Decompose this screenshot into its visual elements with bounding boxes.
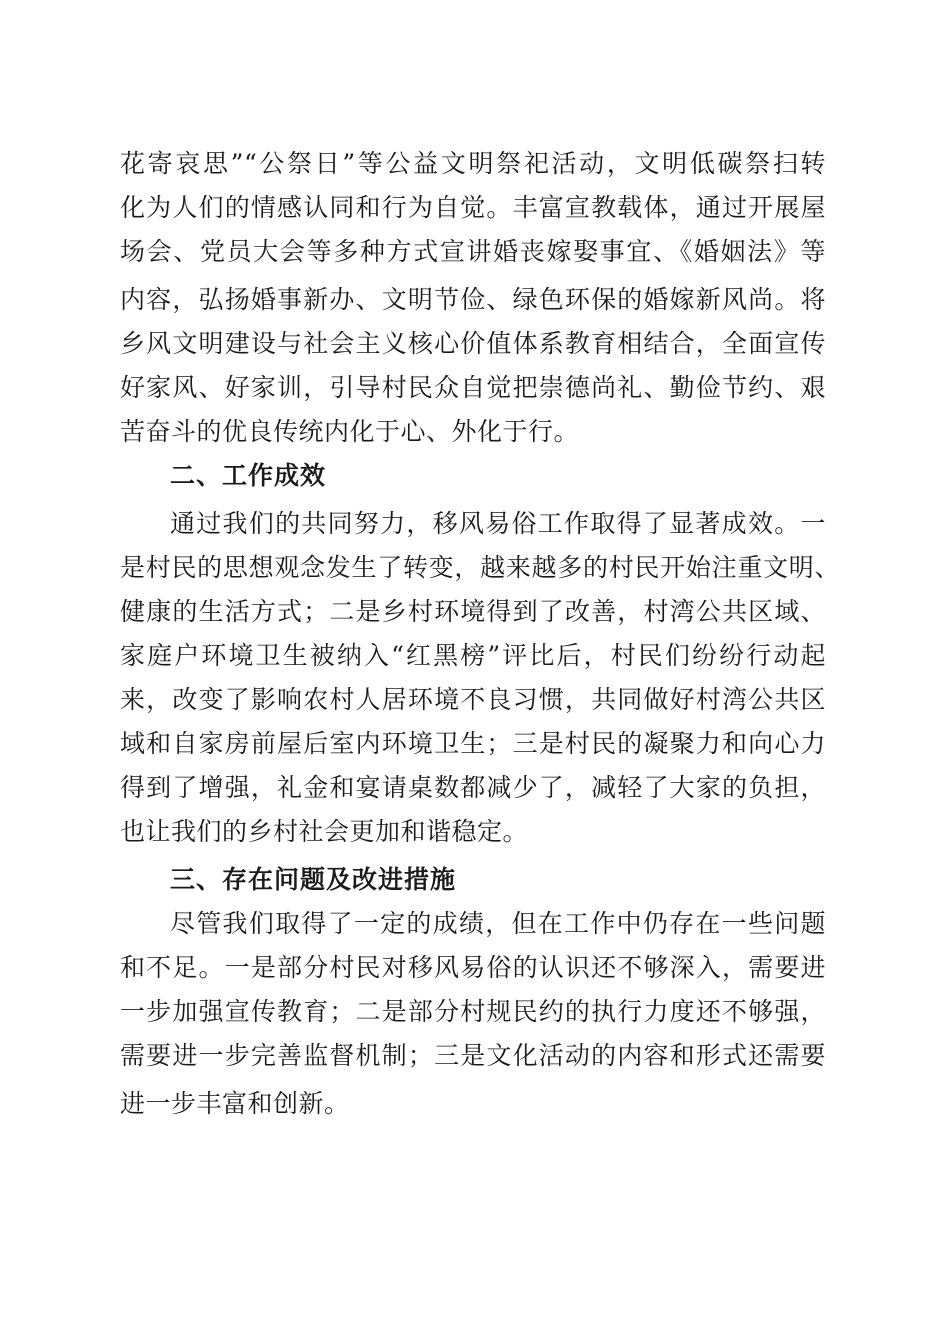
section-2-line: 域和自家房前屋后室内环境卫生；三是村民的凝聚力和向心力 bbox=[120, 729, 826, 758]
paragraph-1-line: 苦奋斗的优良传统内化于心、外化于行。 bbox=[120, 417, 580, 446]
section-2-heading: 二、工作成效 bbox=[170, 461, 327, 490]
paragraph-1-line: 内容，弘扬婚事新办、文明节俭、绿色环保的婚嫁新风尚。将 bbox=[120, 285, 826, 314]
paragraph-1-line: 化为人们的情感认同和行为自觉。丰富宣教载体，通过开展屋 bbox=[120, 193, 826, 222]
section-3-line: 需要进一步完善监督机制；三是文化活动的内容和形式还需要 bbox=[120, 1041, 826, 1070]
section-2-line: 健康的生活方式；二是乡村环境得到了改善，村湾公共区域、 bbox=[120, 597, 826, 626]
paragraph-1-line: 花寄哀思”“公祭日”等公益文明祭祀活动，文明低碳祭扫转 bbox=[120, 149, 826, 178]
section-3-line: 一步加强宣传教育；二是部分村规民约的执行力度还不够强， bbox=[120, 997, 826, 1026]
paragraph-1-line: 场会、党员大会等多种方式宣讲婚丧嫁娶事宜、《婚姻法》等 bbox=[120, 237, 826, 266]
paragraph-1-line: 乡风文明建设与社会主义核心价值体系教育相结合，全面宣传 bbox=[120, 329, 826, 358]
section-3-line: 尽管我们取得了一定的成绩，但在工作中仍存在一些问题 bbox=[170, 909, 826, 938]
section-3-heading: 三、存在问题及改进措施 bbox=[170, 865, 457, 894]
section-2-line: 家庭户环境卫生被纳入“红黑榜”评比后，村民们纷纷行动起 bbox=[120, 641, 826, 670]
section-2-line: 是村民的思想观念发生了转变，越来越多的村民开始注重文明、 bbox=[120, 553, 840, 582]
section-3-line: 进一步丰富和创新。 bbox=[120, 1089, 350, 1118]
section-2-line: 通过我们的共同努力，移风易俗工作取得了显著成效。一 bbox=[170, 509, 826, 538]
section-2-line: 也让我们的乡村社会更加和谐稳定。 bbox=[120, 817, 529, 846]
paragraph-1-line: 好家风、好家训，引导村民众自觉把崇德尚礼、勤俭节约、艰 bbox=[120, 373, 826, 402]
section-2-line: 来，改变了影响农村人居环境不良习惯，共同做好村湾公共区 bbox=[120, 685, 826, 714]
section-2-line: 得到了增强，礼金和宴请桌数都减少了，减轻了大家的负担， bbox=[120, 773, 826, 802]
section-3-line: 和不足。一是部分村民对移风易俗的认识还不够深入，需要进 bbox=[120, 953, 826, 982]
